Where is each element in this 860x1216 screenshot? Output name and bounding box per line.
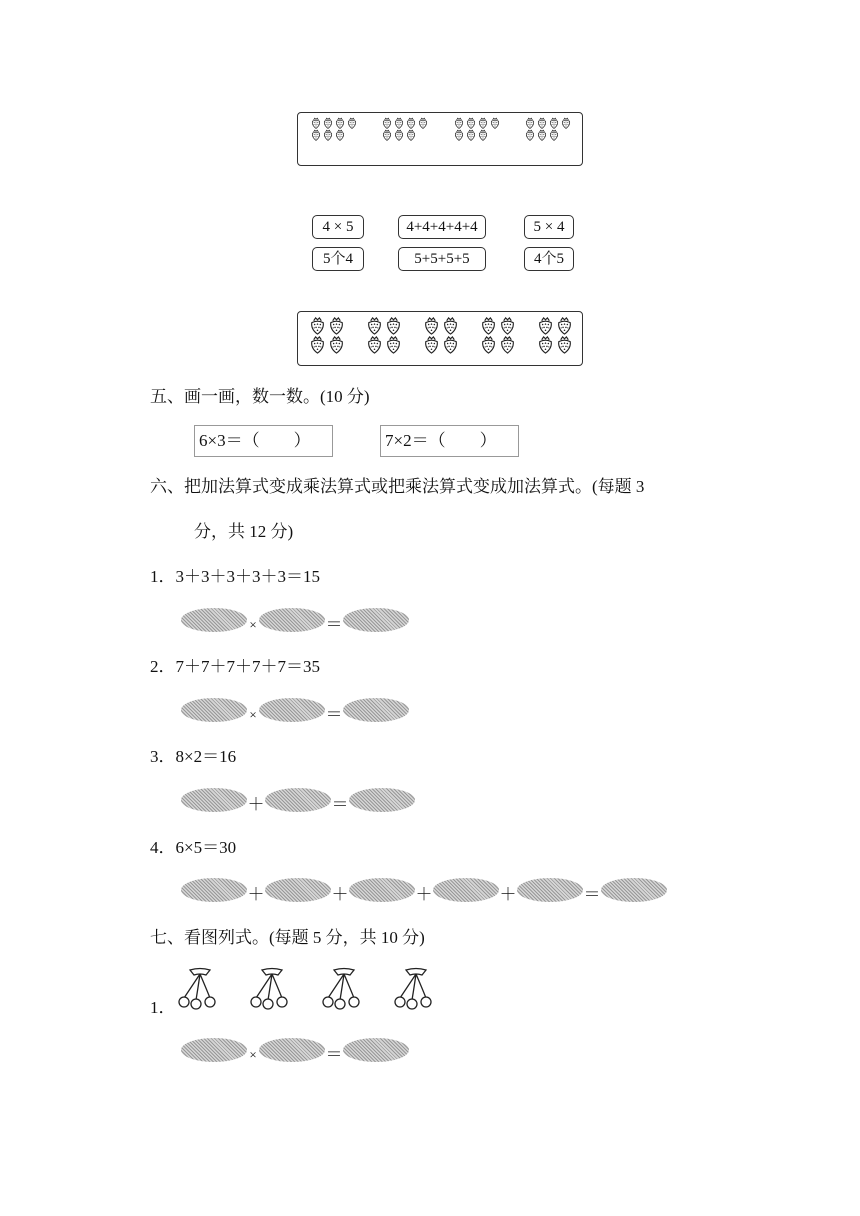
answer-oval[interactable] — [181, 788, 247, 812]
strawberry-icon — [498, 316, 517, 335]
times-sign: × — [249, 617, 257, 632]
top-strawberry-panel — [297, 112, 583, 166]
option-5x4[interactable]: 5 × 4 — [524, 215, 574, 239]
strawberry-icon — [453, 129, 465, 141]
strawberry-icon — [384, 335, 403, 354]
strawberry-icon — [405, 117, 417, 129]
section6-q2-label: 2．7＋7＋7＋7＋7＝35 — [150, 657, 320, 676]
strawberry-group — [310, 117, 358, 141]
cherry-icon — [176, 966, 224, 1014]
section5-title: 五、画一画，数一数。(10 分) — [150, 387, 370, 406]
strawberry-group — [381, 117, 429, 141]
plus-sign: ＋ — [331, 885, 349, 904]
answer-oval[interactable] — [343, 608, 409, 632]
option-5-plus-four-times[interactable]: 5+5+5+5 — [398, 247, 486, 271]
strawberry-icon — [465, 117, 477, 129]
strawberry-icon — [405, 129, 417, 141]
equals-sign: ＝ — [325, 1045, 343, 1064]
strawberry-icon — [365, 335, 384, 354]
answer-oval[interactable] — [259, 608, 325, 632]
strawberry-icon — [479, 335, 498, 354]
strawberry-icon — [465, 129, 477, 141]
cherry-bunch — [248, 966, 296, 1019]
strawberry-icon — [365, 316, 384, 335]
strawberry-icon — [346, 117, 358, 129]
section6-q4-answer-row — [181, 875, 667, 905]
option-4x5[interactable]: 4 × 5 — [312, 215, 364, 239]
strawberry-icon — [441, 316, 460, 335]
strawberry-icon — [536, 335, 555, 354]
section5-item-1[interactable]: 6×3＝（ ） — [194, 425, 333, 457]
option-4-plus-five-times[interactable]: 4+4+4+4+4 — [398, 215, 486, 239]
strawberry-icon — [560, 117, 572, 129]
strawberry-group — [422, 316, 460, 354]
strawberry-icon — [479, 316, 498, 335]
answer-oval[interactable] — [181, 698, 247, 722]
strawberry-icon — [310, 129, 322, 141]
strawberry-icon — [441, 335, 460, 354]
strawberry-icon — [308, 335, 327, 354]
answer-oval[interactable] — [181, 608, 247, 632]
strawberry-icon — [498, 335, 517, 354]
section6-q4-label: 4．6×5＝30 — [150, 838, 237, 857]
strawberry-icon — [524, 129, 536, 141]
strawberry-icon — [322, 129, 334, 141]
strawberry-group — [536, 316, 574, 354]
section6-q3-label: 3．8×2＝16 — [150, 747, 237, 766]
section6-title-line2: 分，共 12 分) — [194, 522, 294, 541]
strawberry-icon — [334, 129, 346, 141]
strawberry-icon — [334, 117, 346, 129]
section6-q1-answer-row — [181, 605, 409, 635]
answer-oval[interactable] — [349, 788, 415, 812]
strawberry-icon — [524, 117, 536, 129]
section6-q3-answer-row — [181, 785, 415, 815]
equals-sign: ＝ — [325, 615, 343, 634]
cherry-icon — [320, 966, 368, 1014]
strawberry-icon — [381, 129, 393, 141]
plus-sign: ＋ — [247, 795, 265, 814]
strawberry-icon — [384, 316, 403, 335]
option-5-groups-of-4[interactable]: 5个4 — [312, 247, 364, 271]
answer-oval[interactable] — [259, 698, 325, 722]
section7-q1-label: 1． — [150, 998, 176, 1017]
strawberry-icon — [393, 129, 405, 141]
answer-oval[interactable] — [517, 878, 583, 902]
strawberry-icon — [308, 316, 327, 335]
strawberry-icon — [536, 129, 548, 141]
section5-item-2[interactable]: 7×2＝（ ） — [380, 425, 519, 457]
option-4-groups-of-5[interactable]: 4个5 — [524, 247, 574, 271]
strawberry-group — [453, 117, 501, 141]
times-sign: × — [249, 1047, 257, 1062]
section6-q2-answer-row — [181, 695, 409, 725]
cherry-icon — [392, 966, 440, 1014]
answer-oval[interactable] — [265, 878, 331, 902]
strawberry-icon — [453, 117, 465, 129]
answer-oval[interactable] — [433, 878, 499, 902]
equals-sign: ＝ — [325, 705, 343, 724]
strawberry-icon — [536, 117, 548, 129]
section6-title-line1: 六、把加法算式变成乘法算式或把乘法算式变成加法算式。(每题 3 — [150, 477, 645, 496]
strawberry-icon — [422, 335, 441, 354]
plus-sign: ＋ — [247, 885, 265, 904]
answer-oval[interactable] — [181, 1038, 247, 1062]
answer-oval[interactable] — [265, 788, 331, 812]
equals-sign: ＝ — [583, 885, 601, 904]
strawberry-icon — [310, 117, 322, 129]
strawberry-icon — [422, 316, 441, 335]
strawberry-group — [365, 316, 403, 354]
section6-q1-label: 1．3＋3＋3＋3＋3＝15 — [150, 567, 320, 586]
cherry-bunch — [176, 966, 224, 1019]
strawberry-group — [308, 316, 346, 354]
section7-title: 七、看图列式。(每题 5 分，共 10 分) — [150, 928, 425, 947]
plus-sign: ＋ — [415, 885, 433, 904]
strawberry-icon — [322, 117, 334, 129]
answer-oval[interactable] — [343, 1038, 409, 1062]
strawberry-icon — [381, 117, 393, 129]
answer-oval[interactable] — [181, 878, 247, 902]
strawberry-icon — [477, 129, 489, 141]
answer-oval[interactable] — [259, 1038, 325, 1062]
strawberry-icon — [548, 129, 560, 141]
strawberry-group — [479, 316, 517, 354]
cherry-icon — [248, 966, 296, 1014]
answer-oval[interactable] — [349, 878, 415, 902]
section7-q1-answer-row — [181, 1035, 409, 1065]
strawberry-icon — [327, 335, 346, 354]
strawberry-icon — [327, 316, 346, 335]
strawberry-icon — [555, 316, 574, 335]
bottom-strawberry-panel — [297, 311, 583, 366]
cherry-bunch — [320, 966, 368, 1019]
answer-oval[interactable] — [601, 878, 667, 902]
strawberry-icon — [417, 117, 429, 129]
strawberry-icon — [477, 117, 489, 129]
strawberry-icon — [555, 335, 574, 354]
answer-oval[interactable] — [343, 698, 409, 722]
strawberry-group — [524, 117, 572, 141]
plus-sign: ＋ — [499, 885, 517, 904]
cherry-bunch — [392, 966, 440, 1019]
times-sign: × — [249, 707, 257, 722]
equals-sign: ＝ — [331, 795, 349, 814]
strawberry-icon — [489, 117, 501, 129]
strawberry-icon — [536, 316, 555, 335]
strawberry-icon — [548, 117, 560, 129]
strawberry-icon — [393, 117, 405, 129]
